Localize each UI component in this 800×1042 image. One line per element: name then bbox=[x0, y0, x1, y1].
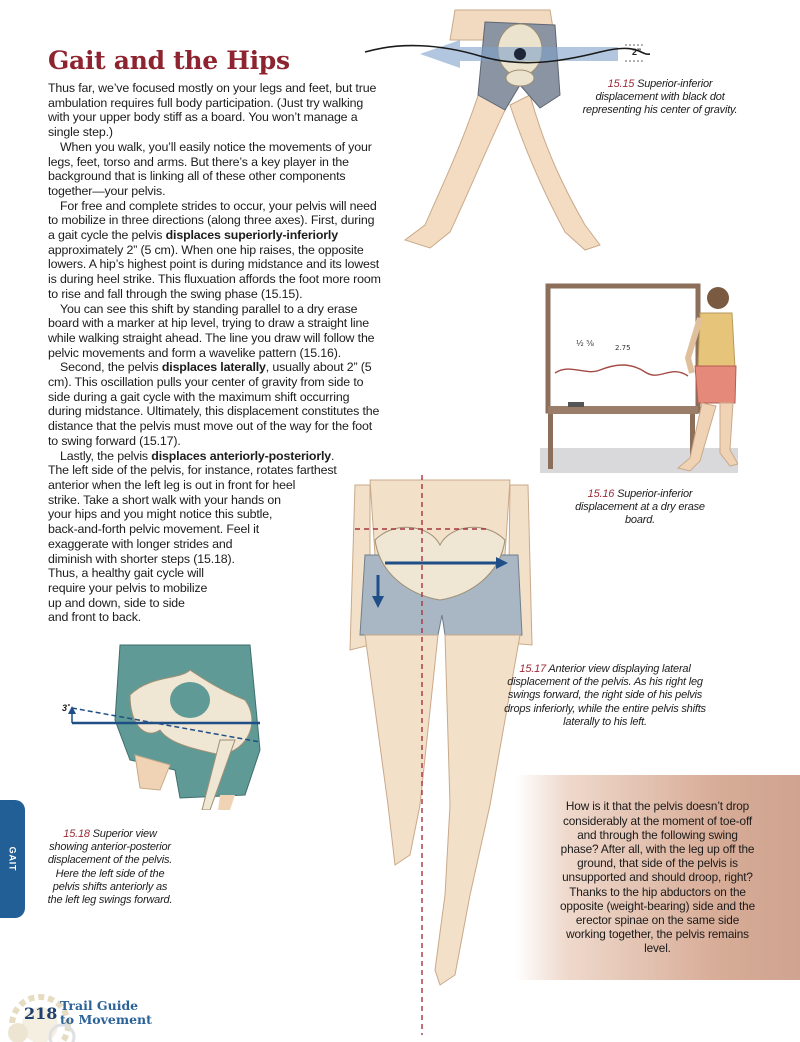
paragraph-4: You can see this shift by standing parallel to a dry erase board with a marker at hip level, trying to draw a straight line while walking straight ahead. The line you draw will follow the pelvic movements and form a wavelike pattern (15.16). bbox=[48, 301, 375, 360]
figure-number: 15.17 bbox=[519, 663, 546, 675]
figure-15-16-caption: 15.16 Superior-inferior displacement at a dry erase board. bbox=[575, 488, 705, 527]
section-tab-label: GAIT bbox=[7, 846, 18, 872]
figure-15-18-angle-label: 3˚ bbox=[62, 703, 70, 713]
page-number: 218 bbox=[24, 1004, 58, 1023]
term-anterior-posterior: displaces anteriorly-posteriorly bbox=[151, 448, 332, 463]
figure-15-15-illustration bbox=[360, 0, 650, 265]
svg-text:2.75: 2.75 bbox=[615, 344, 631, 352]
section-tab-gait[interactable] bbox=[0, 800, 25, 918]
term-superior-inferior: displaces superiorly-inferiorly bbox=[165, 228, 338, 243]
paragraph-3: For free and complete strides to occur, your pelvis will need to mobilize in three directions (along three axes). First, during a gait cycle the pelvis displaces superiorly-inferiorly approximately 2” (5 cm). When one hip raises, the opposite lowers. A hip’s highest point is during midstance and its lowest is during heel strike. This fluxuation affords the foot more room to rise and fall through the swing phase (15.15). bbox=[48, 198, 381, 301]
page-footer bbox=[0, 985, 200, 1042]
figure-15-15-caption: 15.15 Superior-inferior displacement with black dot representing his center of gravity. bbox=[582, 78, 738, 117]
book-title: Trail Guide to Movement bbox=[60, 998, 152, 1027]
sidebar-note bbox=[515, 775, 800, 980]
figure-number: 15.16 bbox=[587, 488, 615, 500]
figure-15-18-illustration bbox=[60, 640, 265, 810]
term-laterally: displaces laterally bbox=[161, 360, 266, 375]
body-text bbox=[48, 81, 383, 625]
figure-number: 15.15 bbox=[607, 78, 635, 90]
page-title: Gait and the Hips bbox=[48, 46, 290, 75]
figure-15-17-illustration bbox=[340, 475, 540, 1035]
figure-15-17-caption: 15.17 Anterior view displaying lateral displacement of the pelvis. As his right leg swings forward, the right side of his pelvis drops inferiorly, while the entire pelvis shifts laterally to his left. bbox=[504, 663, 706, 728]
paragraph-1: Thus far, we’ve focused mostly on your legs and feet, but true ambulation requires full body participation. (Just try walking with your upper body stiff as a board. You won’t manage a single step.) bbox=[48, 81, 377, 140]
sidebar-note-text: How is it that the pelvis doesn’t drop considerably at the moment of toe-off and through the following swing phase? After all, with the leg up off the ground, that side of the pelvis is unsupported and should droop, right? Thanks to the hip abductors on the opposite (weight-bearing) side and the erector spinae on the same side working together, the pelvis remains level. bbox=[560, 799, 755, 956]
svg-text:½ ⅝: ½ ⅝ bbox=[576, 339, 595, 348]
paragraph-2: When you walk, you’ll easily notice the movements of your legs, feet, torso and arms. But there’s a key player in the background that is linking all of these other components together—your pelvis. bbox=[48, 139, 372, 198]
paragraph-6-continued: The left side of the pelvis, for instance, rotates farthest anterior when the left leg is out in front for heel strike. Take a short walk with your hands on your hips and you might notice this subtle, back-and-forth pelvic movement. Feel it exaggerate with longer strides and diminish with shorter steps (15.18). Thus, a healthy gait cycle will require your pelvis to mobilize up and down, side to side and front to back. bbox=[48, 463, 337, 625]
figure-number: 15.18 bbox=[63, 828, 90, 840]
paragraph-5: Second, the pelvis displaces laterally, usually about 2” (5 cm). This oscillation pulls your center of gravity from side to side during a gait cycle with the maximum shift occurring during midstance. Ultimately, this displacement constitutes the distance that the pelvis must move out of the way for the foot to swing forward (15.17). bbox=[48, 360, 380, 448]
figure-15-16-illustration bbox=[540, 278, 738, 473]
paragraph-6: Lastly, the pelvis displaces anteriorly-posteriorly. bbox=[60, 448, 335, 463]
figure-15-18-caption: 15.18 Superior view showing anterior-posterior displacement of the pelvis. Here the left side of the pelvis shifts anteriorly as the left leg swings forward. bbox=[47, 828, 173, 907]
figure-15-15-label: 2” bbox=[632, 47, 642, 57]
